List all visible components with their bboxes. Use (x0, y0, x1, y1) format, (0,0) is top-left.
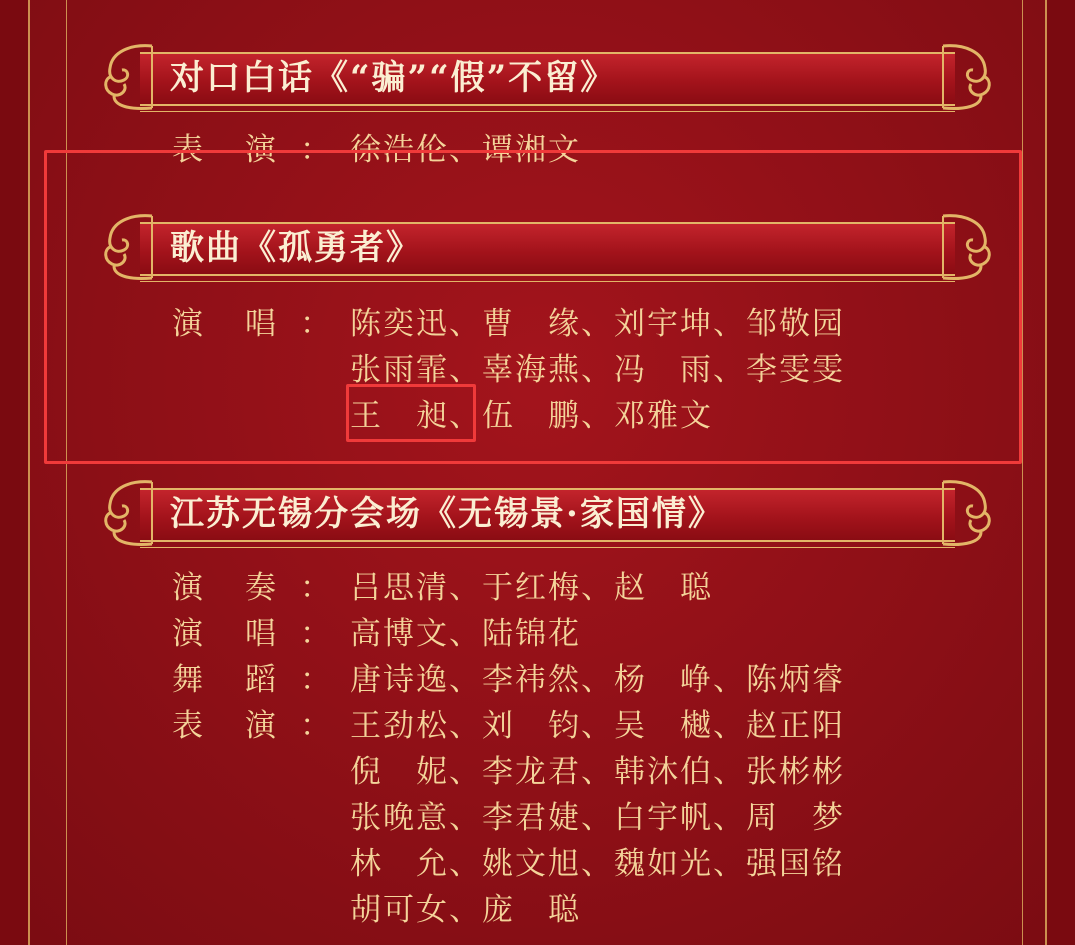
performer-names: 高博文、陆锦花 (350, 616, 581, 652)
left-border (0, 0, 28, 945)
left-inner-line (66, 0, 67, 945)
performer-names: 吕思清、于红梅、赵 聪 (350, 570, 713, 606)
role-colon: ： (300, 662, 333, 698)
performer-names: 徐浩伦、谭湘文 (350, 132, 581, 168)
role-char: 奏 (245, 570, 278, 606)
section-title: 江苏无锡分会场《无锡景·家国情》 (170, 494, 724, 534)
section-banner-3 (100, 474, 995, 552)
role-colon: ： (300, 132, 333, 168)
role-char: 演 (172, 616, 205, 652)
role-char: 蹈 (245, 662, 278, 698)
performer-names: 倪 妮、李龙君、韩沐伯、张彬彬 (350, 754, 845, 790)
section-banner-1 (100, 38, 995, 116)
performer-names: 林 允、姚文旭、魏如光、强国铭 (350, 846, 845, 882)
section-title: 歌曲《孤勇者》 (170, 228, 422, 268)
left-gold-line (28, 0, 30, 945)
role-colon: ： (300, 570, 333, 606)
performer-names: 唐诗逸、李祎然、杨 峥、陈炳睿 (350, 662, 845, 698)
right-gold-line (1045, 0, 1047, 945)
role-colon: ： (300, 616, 333, 652)
role-char: 唱 (245, 306, 278, 342)
role-char: 唱 (245, 616, 278, 652)
role-colon: ： (300, 708, 333, 744)
role-char: 演 (245, 708, 278, 744)
highlight-box-name (346, 384, 476, 442)
performer-names: 胡可女、庞 聪 (350, 892, 581, 928)
role-char: 演 (172, 306, 205, 342)
right-border (1047, 0, 1075, 945)
cloud-scroll-icon (100, 38, 160, 116)
role-label (172, 608, 333, 653)
role-char: 舞 (172, 662, 205, 698)
role-label (172, 562, 333, 607)
performer-names: 张晚意、李君婕、白宇帆、周 梦 (350, 800, 845, 836)
cloud-scroll-icon (935, 474, 995, 552)
cloud-scroll-icon (935, 38, 995, 116)
performer-names: 张雨霏、辜海燕、冯 雨、李雯雯 (350, 352, 845, 388)
role-colon: ： (300, 306, 333, 342)
role-char: 表 (172, 132, 205, 168)
highlight-box-section (44, 150, 1022, 464)
performer-names: 王劲松、刘 钧、吴 樾、赵正阳 (350, 708, 845, 744)
role-label (172, 654, 333, 699)
cloud-scroll-icon (100, 474, 160, 552)
right-inner-line (1022, 0, 1023, 945)
role-char: 演 (172, 570, 205, 606)
performer-names: 陈奕迅、曹 缘、刘宇坤、邹敬园 (350, 306, 845, 342)
role-char: 演 (245, 132, 278, 168)
performer-names: 王 昶、伍 鹏、邓雅文 (350, 398, 713, 434)
role-label (172, 700, 333, 745)
role-char: 表 (172, 708, 205, 744)
section-title: 对口白话《“骗”“假”不留》 (170, 58, 617, 98)
